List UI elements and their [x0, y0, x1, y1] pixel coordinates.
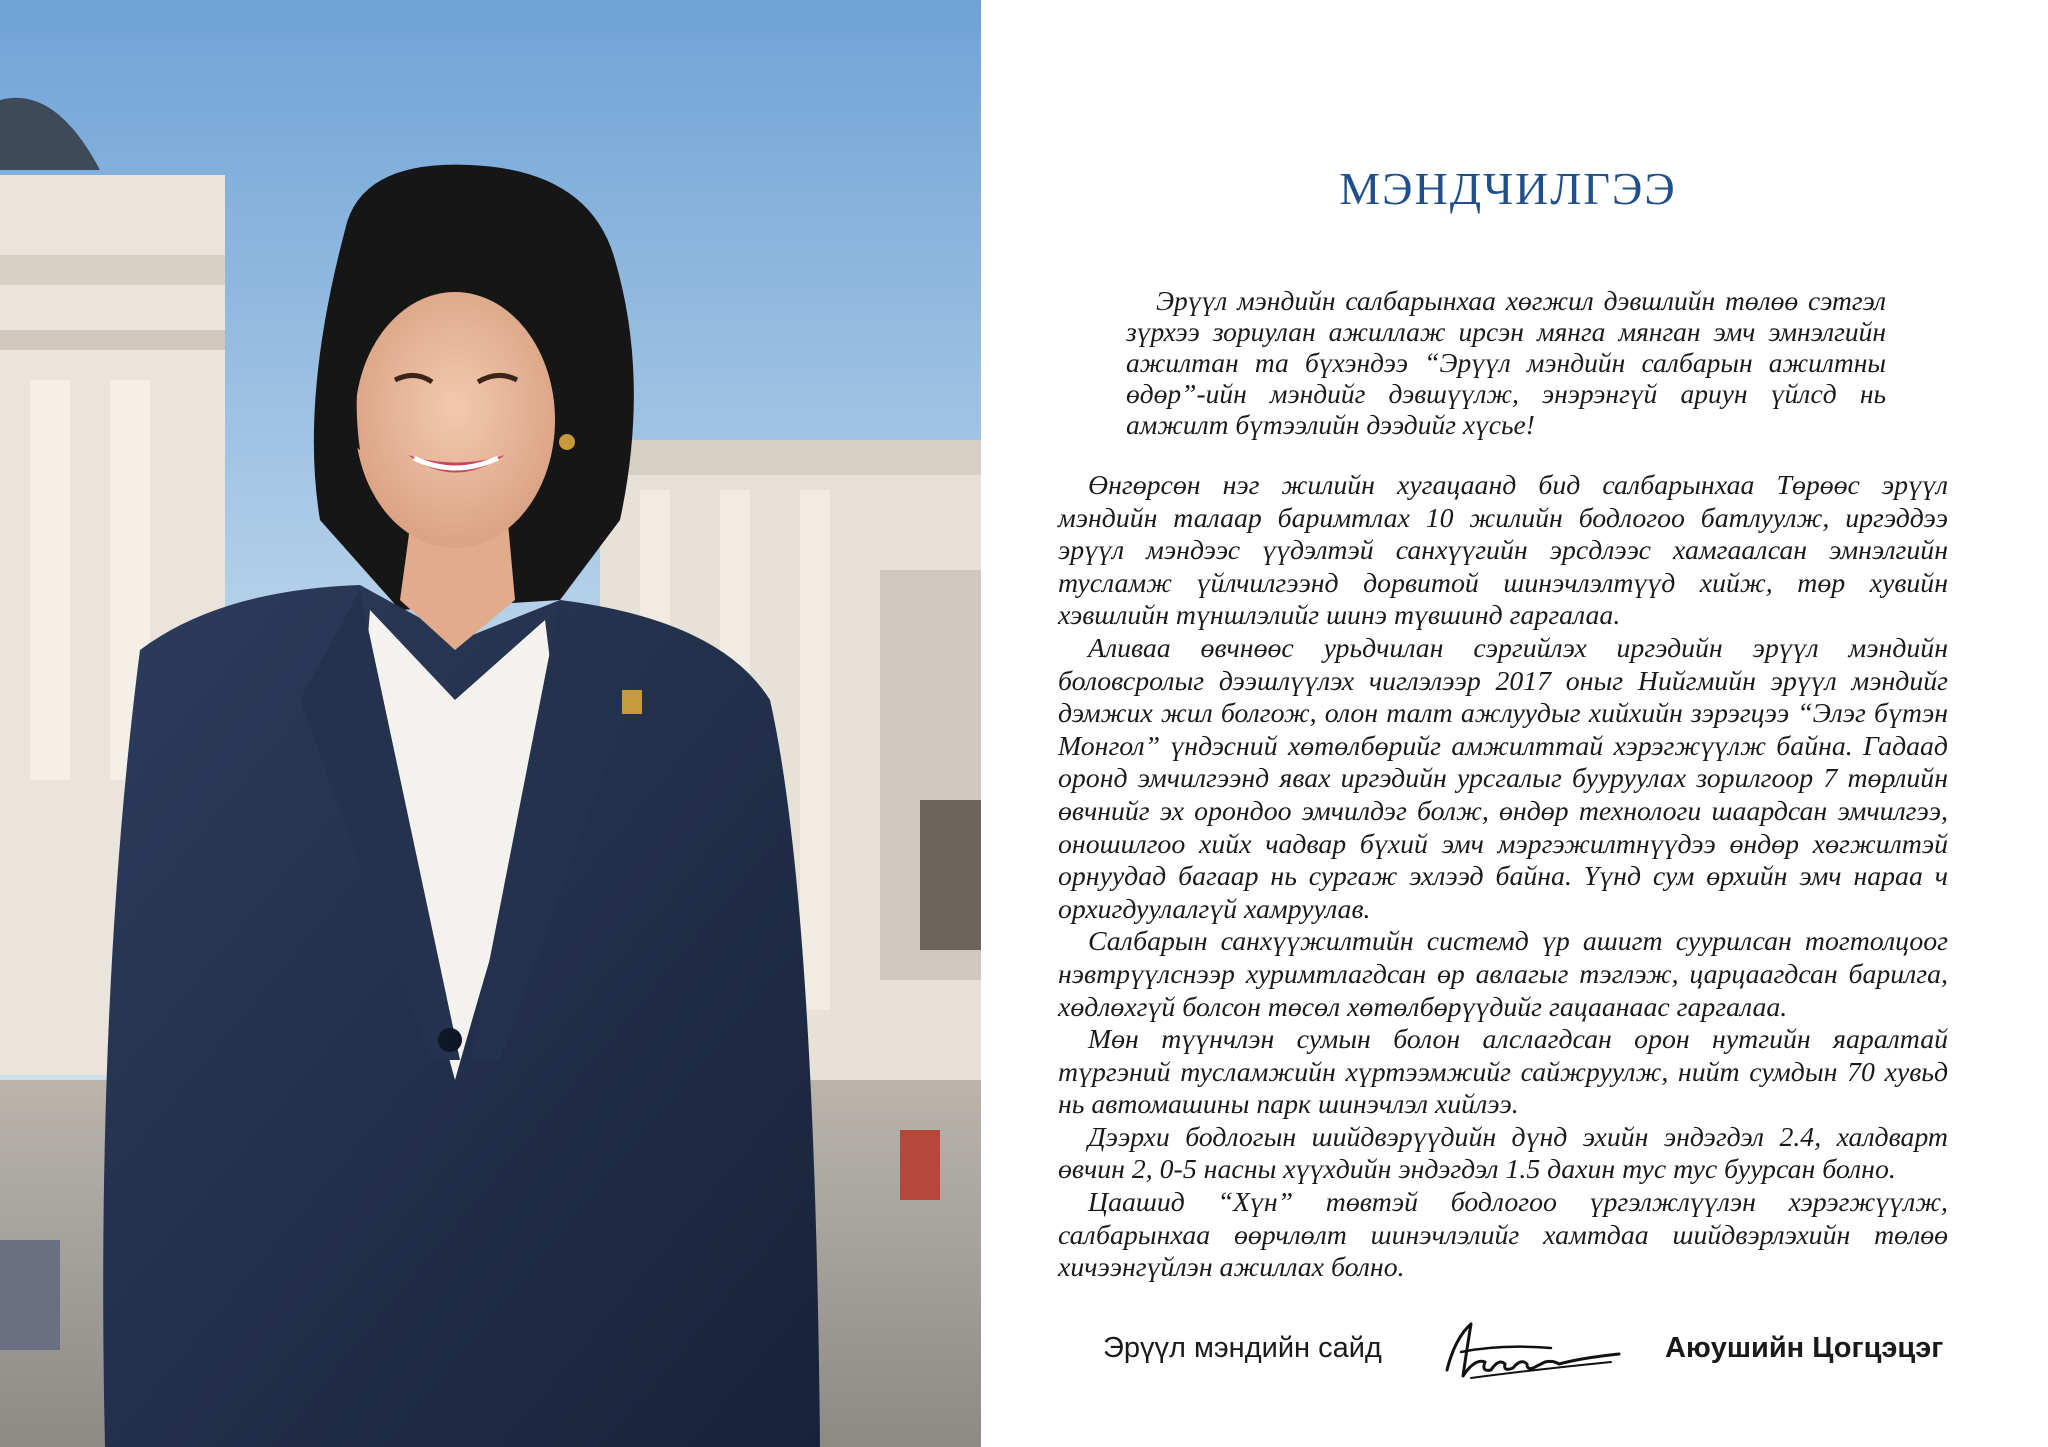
signatory-name: Аюушийн Цогцэцэг — [1665, 1332, 1944, 1364]
letter-column — [1058, 0, 1958, 1447]
letter-body — [1058, 470, 1948, 1285]
signatory-position: Эрүүл мэндийн сайд — [1103, 1332, 1382, 1364]
body-paragraph: Цаашид “Хүн” төвтэй бодлогоо үргэлжлүүлэн хэрэгжүүлж, салбарынхаа өөрчлөлт шинэчлэлийг хамтдаа шийдвэрлэхийн төлөө хичээнгүйлэн ажиллах болно. — [1058, 1187, 1948, 1284]
handwritten-signature — [1441, 1318, 1621, 1388]
body-paragraph: Мөн түүнчлэн сумын болон алслагдсан орон нутгийн яаралтай түргэний тусламжийн хүртээмжийг сайжруулж, нийт сумдын 70 хувьд нь автомашины парк шинэчлэл хийлээ. — [1058, 1024, 1948, 1121]
body-paragraph: Аливаа өвчнөөс урьдчилан сэргийлэх иргэдийн эрүүл мэндийн боловсролыг дээшлүүлэх чиглэлээр 2017 оныг Нийгмийн эрүүл мэндийг дэмжих жил болгож, олон талт ажлуудыг хийхийн зэрэгцээ “Элэг бүтэн Монгол” үндэсний хөтөлбөрийг амжилттай хэрэгжүүлж байна. Гадаад оронд эмчилгээнд явах иргэдийн урсгалыг бууруулах зорилгоор 7 төрлийн өвчнийг эх орондоо эмчилдэг болж, өндөр технологи шаардсан эмчилгээ, оношилгоо хийх чадвар бүхий эмч мэргэжилтнүүдээ өндөр хөгжилтэй орнуудад багаар нь сургаж эхлээд байна. Үүнд сум өрхийн эмч нараа ч орхигдуулалгүй хамруулав. — [1058, 632, 1948, 925]
body-paragraph: Салбарын санхүүжилтийн системд үр ашигт суурилсан тогтолцоог нэвтрүүлснээр хуримтлагдсан өр авлагыг тэглэж, царцаагдсан барилга, хөдлөхгүй болсон төсөл хөтөлбөрүүдийг гацаанаас гаргалаа. — [1058, 926, 1948, 1023]
body-paragraph: Дээрхи бодлогын шийдвэрүүдийн дүнд эхийн эндэгдэл 2.4, халдварт өвчин 2, 0-5 насны хүүхдийн эндэгдэл 1.5 дахин тус тус буурсан болно. — [1058, 1121, 1948, 1186]
greeting-paragraph: Эрүүл мэндийн салбарынхаа хөгжил дэвшлийн төлөө сэтгэл зүрхээ зориулан ажиллаж ирсэн мянга мянган эмч эмнэлгийн ажилтан та бүхэндээ “Эрүүл мэндийн салбарын ажилтны өдөр”-ийн мэндийг дэвшүүлж, энэрэнгүй ариун үйлсд нь амжилт бүтээлийн дээдийг хүсье! — [1126, 285, 1886, 440]
body-paragraph: Өнгөрсөн нэг жилийн хугацаанд бид салбарынхаа Төрөөс эрүүл мэндийн талаар баримтлах 10 жилийн бодлогоо батлуулж, иргэддээ эрүүл мэндээс үүдэлтэй санхүүгийн эрсдлээс хамгаалсан эмнэлгийн тусламж үйлчилгээнд дорвитой шинэчлэлтүүд хийж, төр хувийн хэвшлийн түншлэлийг шинэ түвшинд гаргалаа. — [1058, 470, 1948, 632]
letter-title: МЭНДЧИЛГЭЭ — [1339, 163, 1677, 214]
portrait-photo — [0, 0, 981, 1447]
signature-block — [1103, 1318, 1973, 1388]
